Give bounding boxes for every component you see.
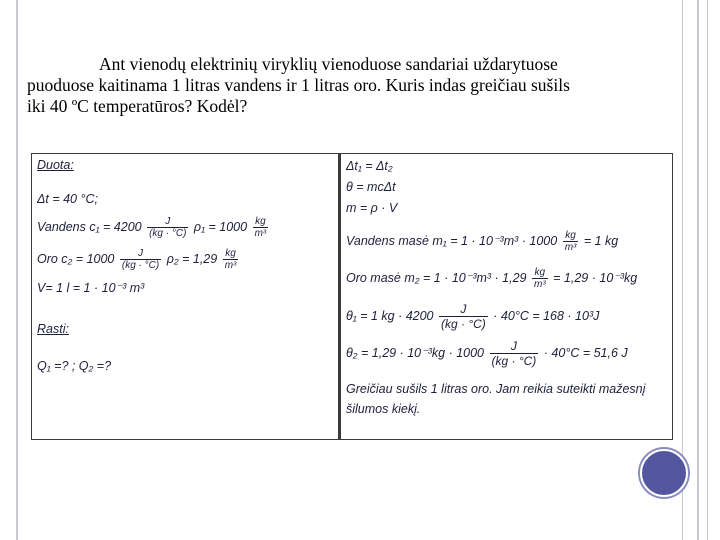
- find-values: Q₁ =? ; Q₂ =?: [37, 359, 112, 373]
- theta2-row: [346, 339, 628, 368]
- given-water-row: [37, 216, 270, 239]
- decorative-circle: [640, 449, 688, 497]
- eq-heat: θ = mcΔt: [346, 180, 396, 194]
- given-volume: V= 1 l = 1 · 10⁻³ m³: [37, 281, 145, 295]
- air-rho-unit: $\frac{kg}{\text{m³}}$: [224, 248, 237, 271]
- theta1-start: θ₁ = 1 kg · 4200: [346, 308, 434, 323]
- eq-delta-t: Δt₁ = Δt₂: [346, 159, 393, 173]
- water-mass-unit: $\frac{kg}{\text{m³}}$: [564, 230, 577, 253]
- slide-right-rule: [697, 0, 699, 540]
- water-rho-unit: $\frac{kg}{\text{m³}}$: [254, 216, 267, 239]
- theta2-result: · 40°C = 51,6 J: [543, 345, 628, 360]
- theta2-start: θ₂ = 1,29 · 10⁻³kg · 1000: [346, 345, 485, 360]
- find-heading: Rasti:: [37, 322, 69, 336]
- slide-right-rule: [707, 0, 708, 540]
- water-mass-row: [346, 230, 618, 253]
- conclusion-line: Greičiau sušils 1 litras oro. Jam reikia suteikti mažesnį: [346, 382, 646, 396]
- theta2-unit: $\frac{J}{(kg \cdot ^\circ C)}$: [491, 339, 537, 368]
- air-mass-result: = 1,29 · 10⁻³kg: [553, 270, 638, 285]
- water-c-unit: $\frac{J}{(kg \cdot ^\circ C)}$: [149, 216, 187, 239]
- given-air-row: [37, 248, 240, 271]
- water-c: Vandens c₁ = 4200: [37, 219, 142, 234]
- theta1-result: · 40°C = 168 · 10³J: [493, 308, 600, 323]
- air-mass-row: [346, 267, 637, 290]
- solution-panel: [339, 153, 673, 440]
- air-mass: Oro masė m₂ = 1 · 10⁻³m³ · 1,29: [346, 270, 527, 285]
- slide-left-border: [0, 0, 18, 540]
- question-line: iki 40 ºC temperatūros? Kodėl?: [27, 96, 248, 116]
- air-c-unit: $\frac{J}{(kg \cdot ^\circ C)}$: [121, 248, 160, 271]
- water-mass: Vandens masė m₁ = 1 · 10⁻³m³ · 1000: [346, 233, 558, 248]
- water-rho: ρ₁ = 1000: [193, 219, 248, 234]
- air-c: Oro c₂ = 1000: [37, 251, 115, 266]
- theta1-unit: $\frac{J}{(kg \cdot ^\circ C)}$: [441, 302, 486, 331]
- eq-mass: m = ρ · V: [346, 201, 398, 215]
- question-line: puoduose kaitinama 1 litras vandens ir 1 litras oro. Kuris indas greičiau sušils: [27, 75, 570, 95]
- conclusion-line: šilumos kiekį.: [346, 402, 421, 416]
- given-delta-t: Δt = 40 °C;: [37, 192, 98, 206]
- given-heading: Duota:: [37, 158, 74, 172]
- air-rho: ρ₂ = 1,29: [166, 251, 218, 266]
- question-line: Ant vienodų elektrinių viryklių vienoduose sandariai uždarytuose: [99, 54, 558, 74]
- theta1-row: [346, 302, 599, 331]
- air-mass-unit: $\frac{kg}{\text{m³}}$: [534, 267, 546, 290]
- given-panel: [31, 153, 339, 440]
- question-text: [27, 54, 677, 117]
- water-mass-result: = 1 kg: [583, 233, 619, 248]
